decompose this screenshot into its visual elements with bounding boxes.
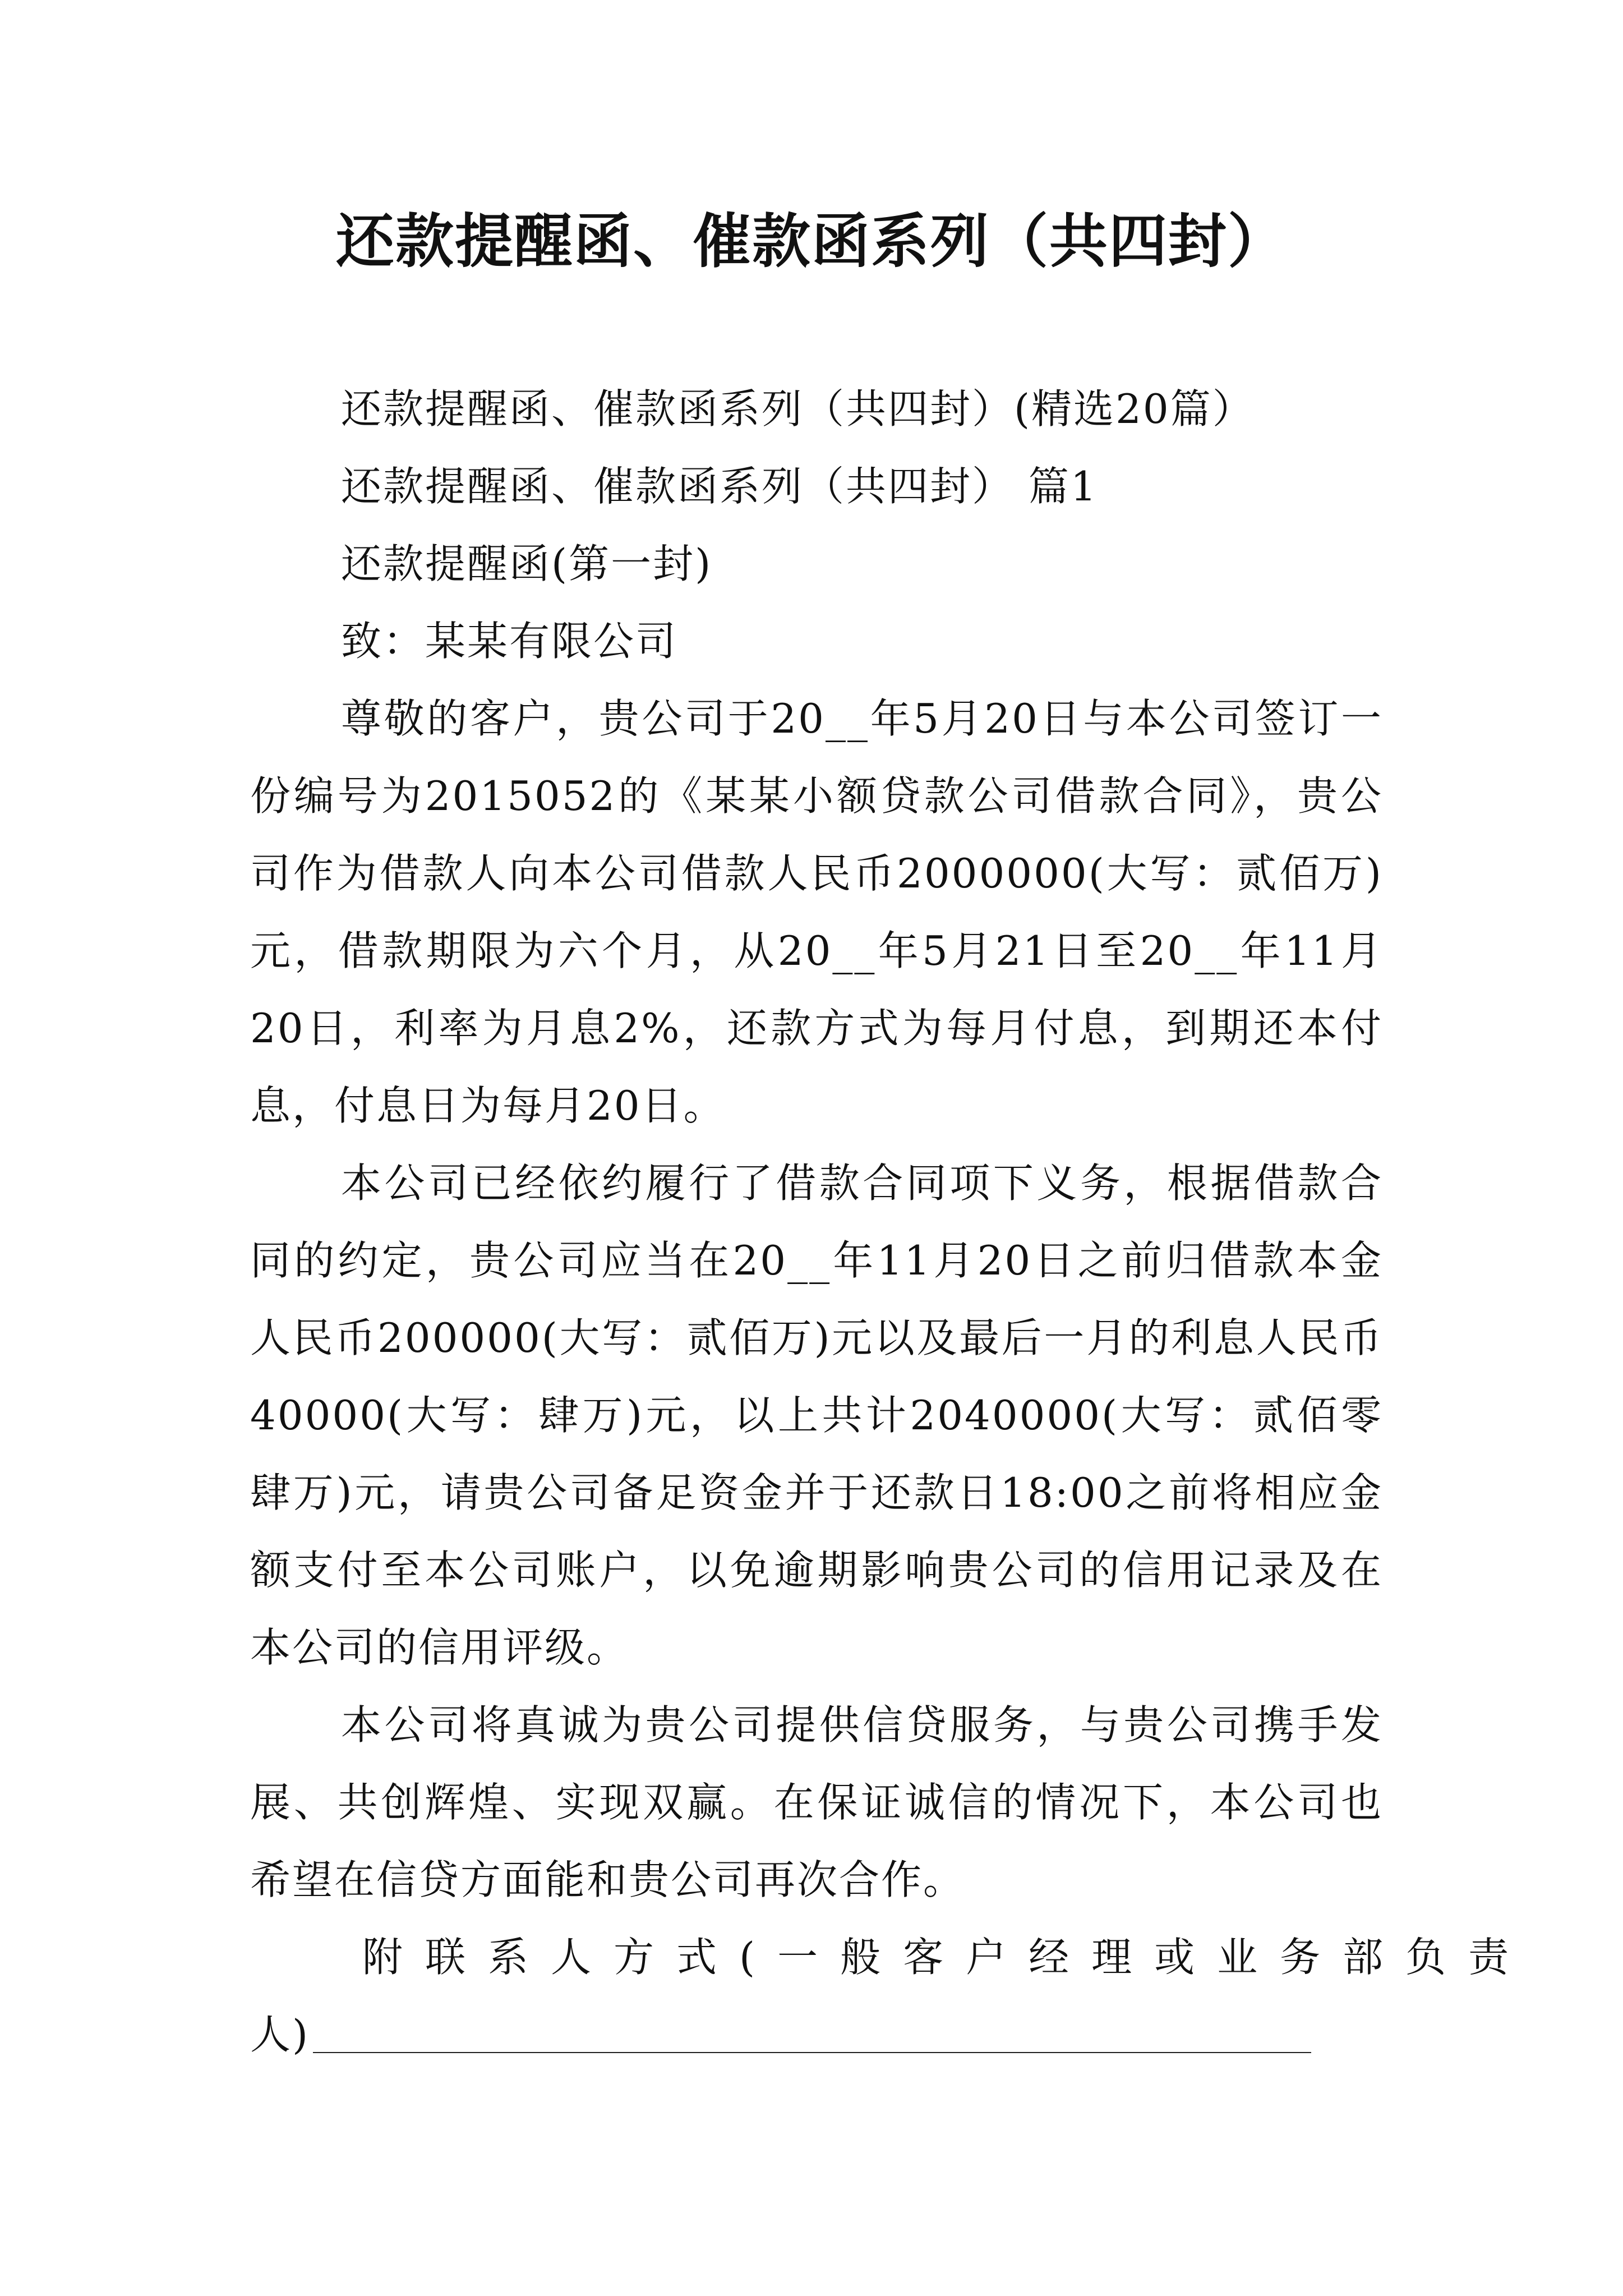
addressee: 致：某某有限公司: [341, 618, 678, 665]
section-heading: 还款提醒函、催款函系列（共四封） 篇1: [341, 463, 1098, 510]
paragraph-1: 尊敬的客户，贵公司于20__年5月20日与本公司签订一份编号为2015052的《某某小额贷款公司借款合同》，贵公司作为借款人向本公司借款人民币2000000(大写：贰佰万)元，借款期限为六个月，从20__年5月21日至20__年11月20日，利率为月息2%，还款方式为每月付息，到期还本付息，付息日为每月20日。: [250, 695, 1383, 1129]
subtitle: 还款提醒函、催款函系列（共四封）(精选20篇）: [341, 385, 1255, 432]
contact-label: 附联系人方式(一般客户经理或业务部负责: [362, 1934, 1532, 1981]
paragraph-2: 本公司已经依约履行了借款合同项下义务，根据借款合同的约定，贵公司应当在20__年11月20日之前归借款本金人民币200000(大写：贰佰万)元以及最后一月的利息人民币40000(大写：肆万)元，以上共计2040000(大写：贰佰零肆万)元，请贵公司备足资金并于还款日18:00之前将相应金额支付至本公司账户，以免逾期影响贵公司的信用记录及在本公司的信用评级。: [250, 1159, 1383, 1671]
contact-line: [250, 1996, 1383, 2073]
fill-in-blank-line: [313, 2052, 1311, 2053]
paragraph-3: 本公司将真诚为贵公司提供信贷服务，与贵公司携手发展、共创辉煌、实现双赢。在保证诚信的情况下，本公司也希望在信贷方面能和贵公司再次合作。: [250, 1701, 1383, 1903]
contact-label-tail: 人): [250, 2011, 310, 2058]
letter-heading: 还款提醒函(第一封): [341, 540, 713, 587]
document-body: [250, 370, 1532, 2073]
document-title: 还款提醒函、催款函系列（共四封）: [335, 206, 1287, 275]
